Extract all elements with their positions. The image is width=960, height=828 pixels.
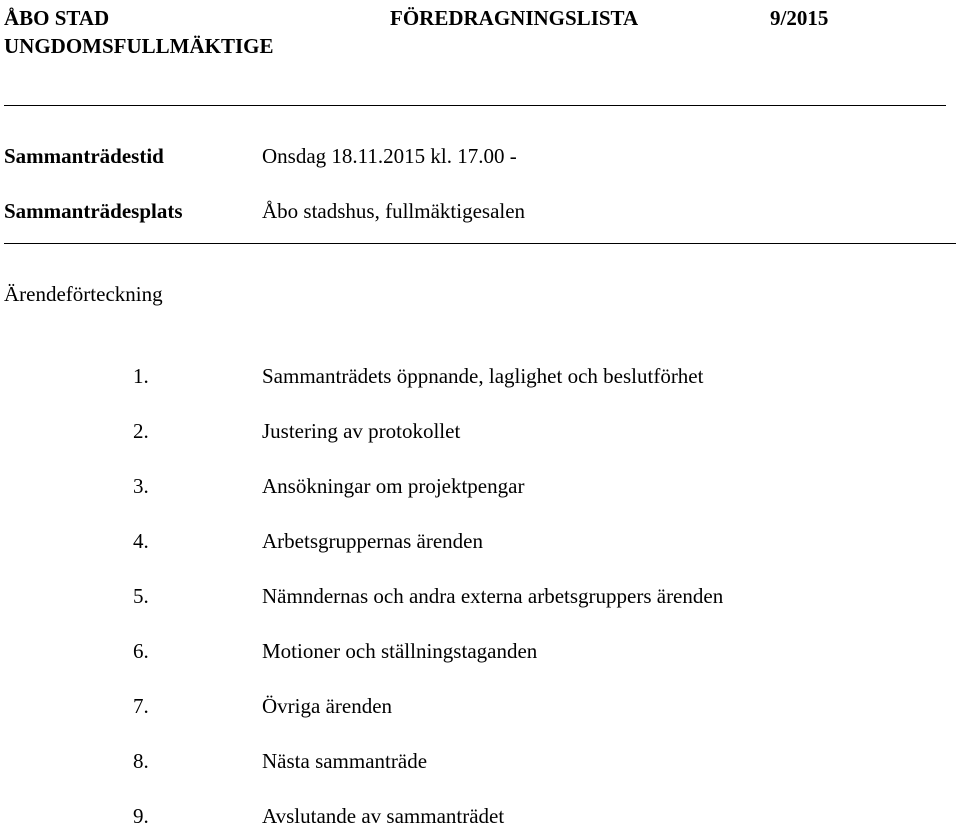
document-number: 9/2015 [770,6,829,30]
meeting-place-value: Åbo stadshus, fullmäktigesalen [262,199,526,223]
agenda-heading: Ärendeförteckning [4,282,163,306]
agenda-item-number: 6. [133,639,149,663]
agenda-item-text: Sammanträdets öppnande, laglighet och beslutförhet [262,364,704,388]
org-name: ÅBO STAD [4,6,110,30]
agenda-item-number: 4. [133,529,149,553]
agenda-item-text: Arbetsgruppernas ärenden [262,529,483,553]
agenda-item-text: Nämndernas och andra externa arbetsgruppers ärenden [262,584,724,608]
agenda-item-text: Motioner och ställningstaganden [262,639,538,663]
agenda-item-number: 7. [133,694,149,718]
agenda-item-text: Avslutande av sammanträdet [262,804,505,828]
meeting-place-label: Sammanträdesplats [4,199,183,223]
document-title: FÖREDRAGNINGSLISTA [390,6,639,30]
agenda-item-number: 9. [133,804,149,828]
agenda-item-number: 2. [133,419,149,443]
agenda-item-text: Justering av protokollet [262,419,461,443]
agenda-item-text: Ansökningar om projektpengar [262,474,525,498]
agenda-item-number: 8. [133,749,149,773]
unit-name: UNGDOMSFULLMÄKTIGE [4,34,274,58]
agenda-item-text: Nästa sammanträde [262,749,428,773]
meeting-time-label: Sammanträdestid [4,144,164,168]
meeting-divider [4,243,956,244]
agenda-item-number: 1. [133,364,149,388]
agenda-item-number: 5. [133,584,149,608]
meeting-time-value: Onsdag 18.11.2015 kl. 17.00 - [262,144,517,168]
agenda-item-number: 3. [133,474,149,498]
header-divider [4,105,946,106]
agenda-item-text: Övriga ärenden [262,694,393,718]
